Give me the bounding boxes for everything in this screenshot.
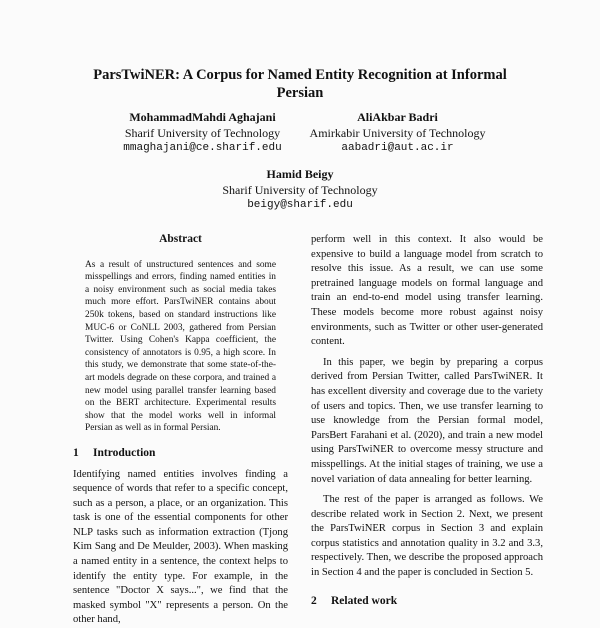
section-title: Related work — [331, 595, 397, 607]
section-heading-related-work — [311, 594, 543, 609]
author-name: MohammadMahdi Aghajani — [100, 110, 305, 126]
author-email: aabadri@aut.ac.ir — [295, 141, 500, 157]
section-heading-introduction — [73, 446, 288, 461]
body-paragraph: perform well in this context. It also would be expensive to build a language model from scratch to resolve this issue. As a result, we can use some pretrained language models on formal language and train an end-to-end model using transfer learning. These models become more robust against noisy environments, such as Twitter or other user-generated content. — [311, 233, 543, 350]
author-block — [180, 167, 420, 214]
section-title: Introduction — [93, 447, 155, 459]
author-affiliation: Sharif University of Technology — [180, 183, 420, 199]
body-paragraph: The rest of the paper is arranged as follows. We describe related work in Section 2. Next, we present the ParsTwiNER corpus in Section 3 and explain corpus statistics and annotation quality in 3.2 and 3.3, respectively. Then, we describe the proposed approach in Section 4 and the paper is concluded in Section 5. — [311, 493, 543, 581]
abstract-text: As a result of unstructured sentences and some misspellings and errors, finding named entities in a noisy environment such as social media takes much more effort. ParsTwiNER contains about 250k tokens, based on standard instructions like MUC-6 or CoNLL 2003, gathered from Persian Twitter. Using Cohen's Kappa coefficient, the consistency of annotators is 0.95, a high score. In this study, we demonstrate that some state-of-the-art models degrade on these corpora, and trained a new model using parallel transfer learning based on the BERT architecture. Experimental results show that the model works well in informal Persian as well as in formal Persian. — [85, 259, 276, 435]
author-email: mmaghajani@ce.sharif.edu — [100, 141, 305, 157]
author-block — [295, 110, 500, 157]
author-name: AliAkbar Badri — [295, 110, 500, 126]
author-affiliation: Sharif University of Technology — [100, 126, 305, 142]
author-name: Hamid Beigy — [180, 167, 420, 183]
intro-paragraph: Identifying named entities involves finding a sequence of words that refer to a specific concept, such as a person, a place, or an organization. This task is one of the essential components for other NLP tasks such as information extraction (Tjong Kim Sang and De Meulder, 2003). When masking a named entity in a sentence, the context helps to identify the entity type. For example, in the sentence "Doctor X says...", we find that the masked symbol "X" represents a person. On the other hand, — [73, 468, 288, 628]
paper-title: ParsTwiNER: A Corpus for Named Entity Recognition at Informal Persian — [80, 66, 520, 102]
abstract-heading: Abstract — [73, 232, 288, 247]
author-email: beigy@sharif.edu — [180, 198, 420, 214]
author-block — [100, 110, 305, 157]
right-column — [311, 233, 543, 615]
body-paragraph: In this paper, we begin by preparing a corpus derived from Persian Twitter, called ParsTwiNER. It has excellent diversity and coverage due to the variety of users and topics. Then, we use transfer learning to use knowledge from the Persian formal model, ParsBert Farahani et al. (2020), and train a new model using ParsTwiNER to overcome messy structure and misspellings. At the initial stages of training, we use a novel variation of data annealing for better learning. — [311, 356, 543, 487]
author-affiliation: Amirkabir University of Technology — [295, 126, 500, 142]
section-number: 1 — [73, 446, 93, 461]
left-column — [73, 232, 288, 628]
section-number: 2 — [311, 594, 331, 609]
